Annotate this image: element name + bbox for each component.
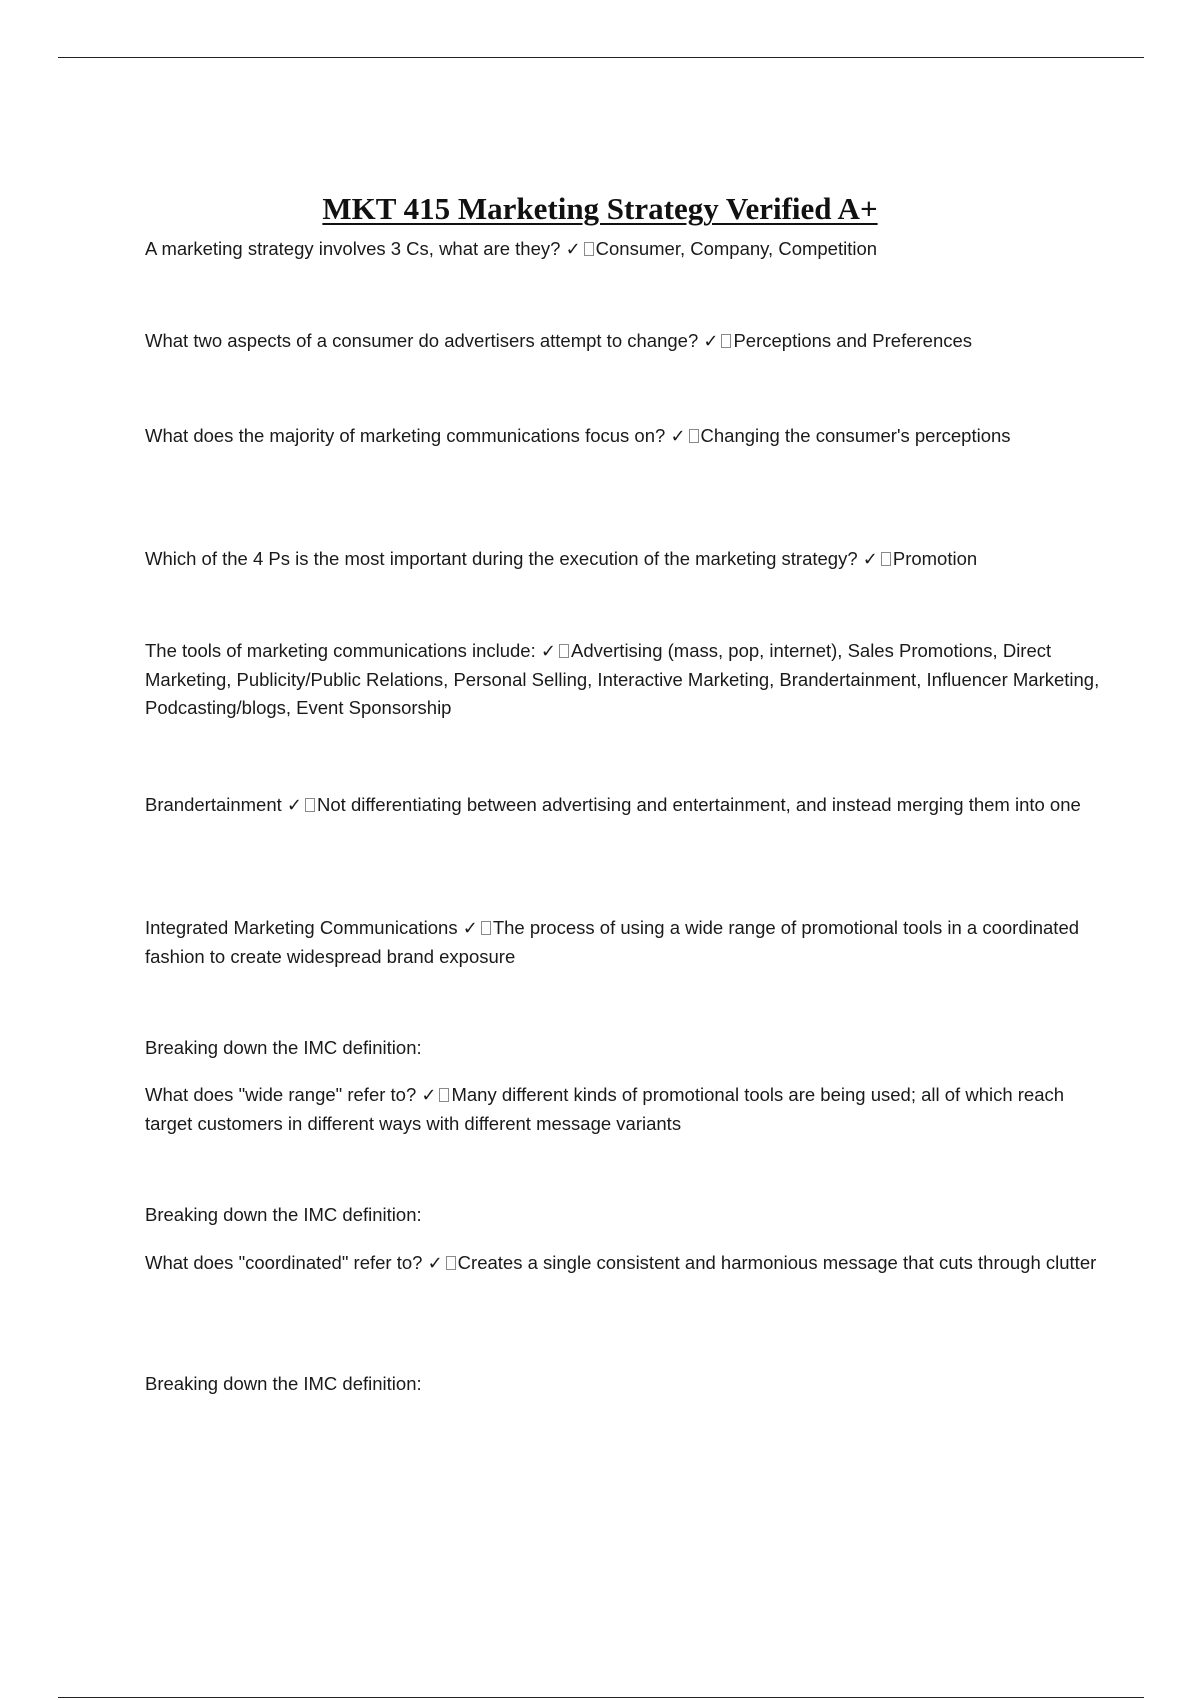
qa-item-8 <box>145 1081 1100 1138</box>
question-text: What does "wide range" refer to? <box>145 1084 417 1105</box>
section-intro: Breaking down the IMC definition: <box>145 1373 422 1394</box>
qa-item-1 <box>145 235 1100 264</box>
answer-text: Creates a single consistent and harmonious message that cuts through clutter <box>457 1252 1097 1273</box>
box-icon <box>305 798 315 812</box>
section-intro: Breaking down the IMC definition: <box>145 1204 422 1225</box>
box-icon <box>559 644 569 658</box>
qa-item-5 <box>145 637 1100 722</box>
check-icon: ✓ <box>670 426 686 447</box>
box-icon <box>721 334 731 348</box>
bottom-rule <box>58 1697 1144 1698</box>
answer-text: Perceptions and Preferences <box>733 330 973 351</box>
qa-item-3 <box>145 422 1100 451</box>
question-text: A marketing strategy involves 3 Cs, what are they? <box>145 238 561 259</box>
box-icon <box>481 921 491 935</box>
check-icon: ✓ <box>540 641 556 662</box>
top-rule <box>58 57 1144 58</box>
question-text: Brandertainment <box>145 794 282 815</box>
qa-item-2 <box>145 327 1100 356</box>
answer-text: Promotion <box>892 548 978 569</box>
question-text: What does the majority of marketing communications focus on? <box>145 425 666 446</box>
qa-item-6 <box>145 791 1100 820</box>
question-text: What two aspects of a consumer do advertisers attempt to change? <box>145 330 699 351</box>
check-icon: ✓ <box>862 549 878 570</box>
check-icon: ✓ <box>462 918 478 939</box>
question-text: Which of the 4 Ps is the most important during the execution of the marketing strategy? <box>145 548 858 569</box>
document-title: MKT 415 Marketing Strategy Verified A+ <box>322 190 878 226</box>
answer-text: Consumer, Company, Competition <box>595 238 878 259</box>
answer-text: Many different kinds of promotional tools are being used; all of which reach target customers in different ways with different message variants <box>145 1084 1065 1134</box>
question-text: Integrated Marketing Communications <box>145 917 458 938</box>
section-intro: Breaking down the IMC definition: <box>145 1037 422 1058</box>
answer-text: Advertising (mass, pop, internet), Sales Promotions, Direct Marketing, Publicity/Public Relations, Personal Selling, Interactive Marketing, Brandertainment, Influencer Marketing, Podcasting/blogs, Event Sponsorship <box>145 640 1100 718</box>
box-icon <box>439 1088 449 1102</box>
qa-item-7 <box>145 914 1100 971</box>
question-text: The tools of marketing communications include: <box>145 640 536 661</box>
answer-text: The process of using a wide range of promotional tools in a coordinated fashion to create widespread brand exposure <box>145 917 1080 967</box>
box-icon <box>689 429 699 443</box>
check-icon: ✓ <box>427 1253 443 1274</box>
answer-text: Changing the consumer's perceptions <box>700 425 1011 446</box>
box-icon <box>446 1256 456 1270</box>
check-icon: ✓ <box>286 795 303 816</box>
qa-item-9 <box>145 1249 1100 1278</box>
check-icon: ✓ <box>703 331 719 352</box>
question-text: What does "coordinated" refer to? <box>145 1252 423 1273</box>
box-icon <box>584 242 594 256</box>
answer-text: Not differentiating between advertising and entertainment, and instead merging them into one <box>317 794 1081 815</box>
check-icon: ✓ <box>421 1085 437 1106</box>
check-icon: ✓ <box>565 239 581 260</box>
qa-item-4 <box>145 545 1100 574</box>
box-icon <box>881 552 891 566</box>
